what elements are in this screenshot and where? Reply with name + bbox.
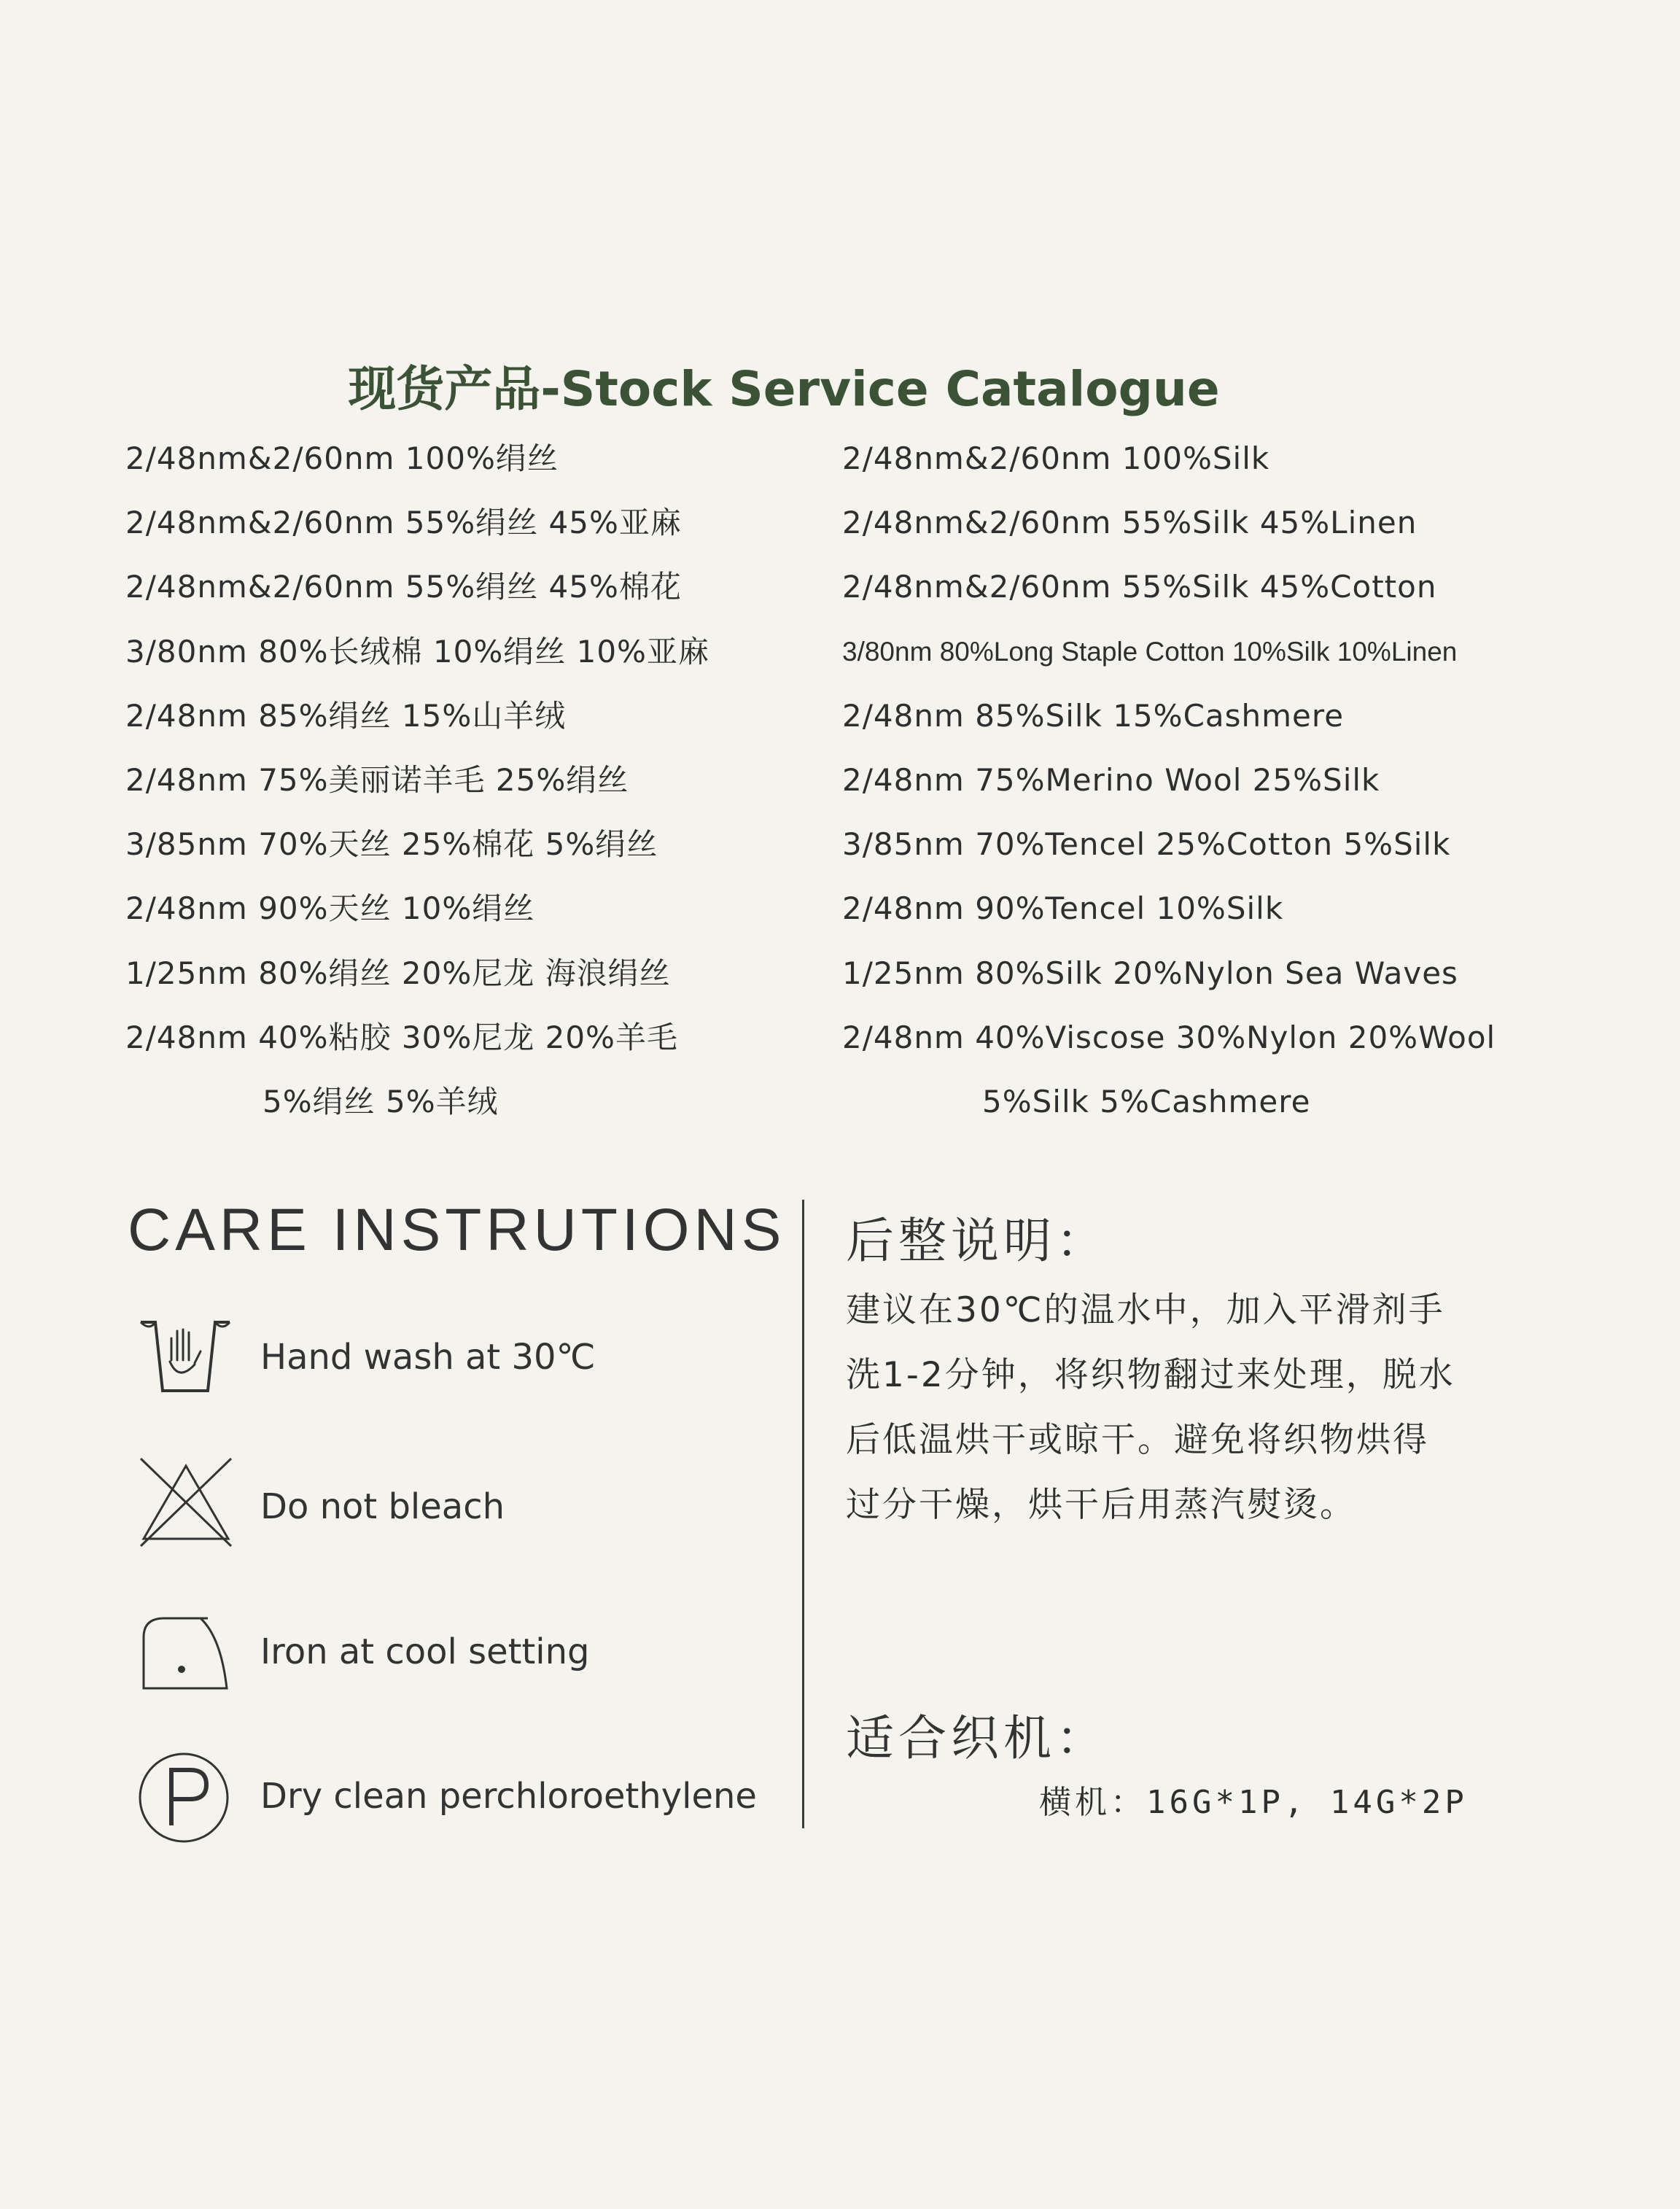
finishing-line: 洗1-2分钟，将织物翻过来处理，脱水: [846, 1355, 1455, 1395]
page-title: 现货产品-Stock Service Catalogue: [348, 361, 1220, 417]
suitable-machine-value: 横机：16G*1P, 14G*2P: [1039, 1784, 1468, 1821]
catalogue-row-en-continued: 5%Silk 5%Cashmere: [982, 1083, 1311, 1119]
care-label: Hand wash at 30℃: [260, 1337, 596, 1378]
catalogue-row-en: 2/48nm 85%Silk 15%Cashmere: [842, 697, 1345, 734]
catalogue-row-cn: 2/48nm&2/60nm 100%绢丝: [125, 440, 559, 476]
care-item-hand-wash: [135, 1309, 791, 1418]
finishing-heading: 后整说明：: [846, 1213, 1108, 1269]
catalogue-row-en: 3/80nm 80%Long Staple Cotton 10%Silk 10%Linen: [842, 636, 1458, 667]
catalogue-row-en: 2/48nm 40%Viscose 30%Nylon 20%Wool: [842, 1019, 1496, 1055]
care-item-no-bleach: [135, 1451, 791, 1561]
iron-cool-icon: [135, 1608, 237, 1696]
catalogue-chinese-column: [125, 427, 840, 1134]
column-divider: [802, 1200, 804, 1828]
catalogue-row-cn: 2/48nm 85%绢丝 15%山羊绒: [125, 697, 567, 734]
catalogue-row-cn: 2/48nm 90%天丝 10%绢丝: [125, 890, 535, 927]
finishing-text: [846, 1278, 1531, 1537]
catalogue-english-column: [842, 427, 1659, 1134]
care-item-iron: [135, 1608, 791, 1717]
catalogue-row-en: 1/25nm 80%Silk 20%Nylon Sea Waves: [842, 955, 1458, 991]
catalogue-row-cn: 2/48nm&2/60nm 55%绢丝 45%棉花: [125, 569, 682, 605]
care-instructions-heading: CARE INSTRUTIONS: [128, 1197, 786, 1263]
catalogue-row-en: 2/48nm&2/60nm 100%Silk: [842, 440, 1270, 476]
finishing-line: 过分干燥，烘干后用蒸汽熨烫。: [846, 1485, 1356, 1525]
care-label: Iron at cool setting: [260, 1631, 590, 1672]
catalogue-row-cn: 2/48nm&2/60nm 55%绢丝 45%亚麻: [125, 505, 682, 541]
catalogue-row-cn: 3/80nm 80%长绒棉 10%绢丝 10%亚麻: [125, 633, 709, 669]
finishing-line: 后低温烘干或晾干。避免将织物烘得: [846, 1420, 1429, 1460]
catalogue-row-cn: 2/48nm 40%粘胶 30%尼龙 20%羊毛: [125, 1019, 678, 1055]
care-label: Do not bleach: [260, 1486, 505, 1527]
care-label: Dry clean perchloroethylene: [260, 1776, 757, 1817]
hand-wash-icon: [135, 1309, 237, 1404]
catalogue-row-en: 2/48nm 90%Tencel 10%Silk: [842, 890, 1284, 927]
catalogue-row-cn: 1/25nm 80%绢丝 20%尼龙 海浪绢丝: [125, 955, 671, 991]
catalogue-row-en: 2/48nm&2/60nm 55%Silk 45%Linen: [842, 505, 1418, 541]
catalogue-row-en: 2/48nm 75%Merino Wool 25%Silk: [842, 761, 1380, 798]
finishing-line: 建议在30℃的温水中，加入平滑剂手: [846, 1290, 1445, 1330]
do-not-bleach-icon: [135, 1451, 237, 1553]
care-item-dry-clean: [135, 1747, 791, 1856]
catalogue-row-cn: 2/48nm 75%美丽诺羊毛 25%绢丝: [125, 761, 629, 798]
catalogue-row-en: 2/48nm&2/60nm 55%Silk 45%Cotton: [842, 569, 1437, 605]
dry-clean-p-icon: [135, 1747, 237, 1849]
catalogue-row-cn-continued: 5%绢丝 5%羊绒: [262, 1083, 499, 1119]
suitable-machine-heading: 适合织机：: [846, 1710, 1108, 1766]
catalogue-row-en: 3/85nm 70%Tencel 25%Cotton 5%Silk: [842, 826, 1451, 863]
catalogue-row-cn: 3/85nm 70%天丝 25%棉花 5%绢丝: [125, 826, 658, 863]
